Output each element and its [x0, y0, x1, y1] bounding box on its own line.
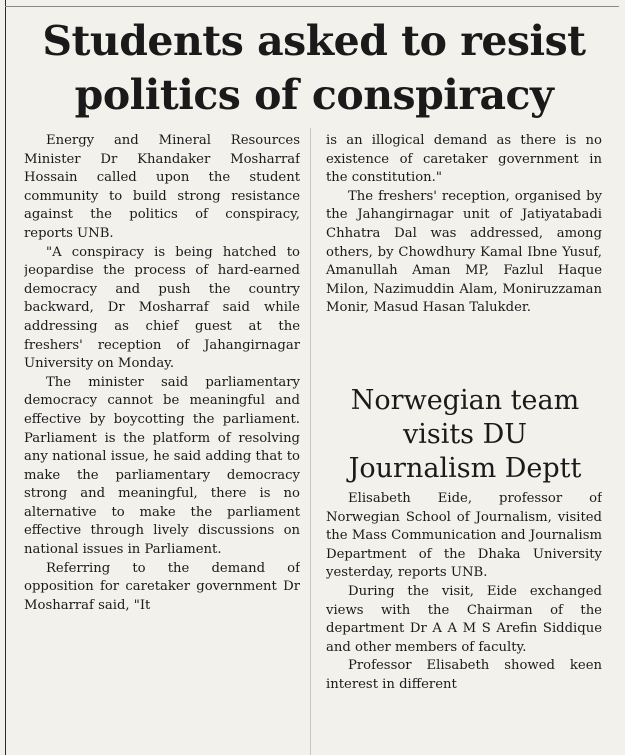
article1-column-2	[326, 132, 602, 318]
article1-column-1	[24, 132, 300, 755]
headline-line-1: Students asked to resist	[42, 17, 586, 65]
article1-paragraph: The freshers' reception, organised by the Jahangirnagar unit of Jatiyatabadi Chhatra Dal was addressed, among others, by Chowdhury Kamal Ibne Yusuf, Amanullah Aman MP, Fazlul Haque Milon, Nazimuddin Alam, Moniruzzaman Monir, Masud Hasan Talukder.	[326, 188, 602, 316]
subheadline-line-1: Norwegian team	[350, 385, 580, 416]
column-rule-left	[5, 0, 6, 755]
article2-paragraph: During the visit, Eide exchanged views with the Chairman of the department Dr A A M S Arefin Siddique and other members of faculty.	[326, 583, 602, 655]
top-rule	[5, 6, 619, 7]
column-divider	[310, 128, 311, 755]
headline-norwegian-team	[320, 384, 610, 486]
article1-paragraph: Energy and Mineral Resources Minister Dr Khandaker Mosharraf Hossain called upon the student community to build strong resistance against the politics of conspiracy, reports UNB.	[24, 133, 300, 241]
subheadline-line-3: Journalism Deptt	[348, 453, 582, 484]
article2-paragraph: Professor Elisabeth showed keen interest in different	[326, 658, 602, 692]
article1-paragraph: "A conspiracy is being hatched to jeopardise the process of hard-earned democracy and push the country backward, Dr Mosharraf said while addressing as chief guest at the freshers' reception of Jahangirnagar University on Monday.	[24, 244, 300, 372]
article1-paragraph: is an illogical demand as there is no existence of caretaker government in the constitution."	[326, 133, 602, 186]
article1-paragraph: Referring to the demand of opposition for caretaker government Dr Mosharraf said, "It	[24, 560, 300, 613]
article1-paragraph: The minister said parliamentary democracy cannot be meaningful and effective by boycotting the parliament. Parliament is the platform of resolving any national issue, he said adding that to make the parliamentary democracy strong and meaningful, there is no alternative to make the parliament effective through lively discussions on national issues in Parliament.	[24, 374, 300, 558]
headline-students	[14, 14, 614, 122]
headline-line-2: politics of conspiracy	[74, 71, 554, 119]
article2-column	[326, 490, 602, 755]
article2-paragraph: Elisabeth Eide, professor of Norwegian School of Journalism, visited the Mass Communication and Journalism Department of the Dhaka University yesterday, reports UNB.	[326, 491, 602, 581]
subheadline-line-2: visits DU	[402, 419, 528, 450]
